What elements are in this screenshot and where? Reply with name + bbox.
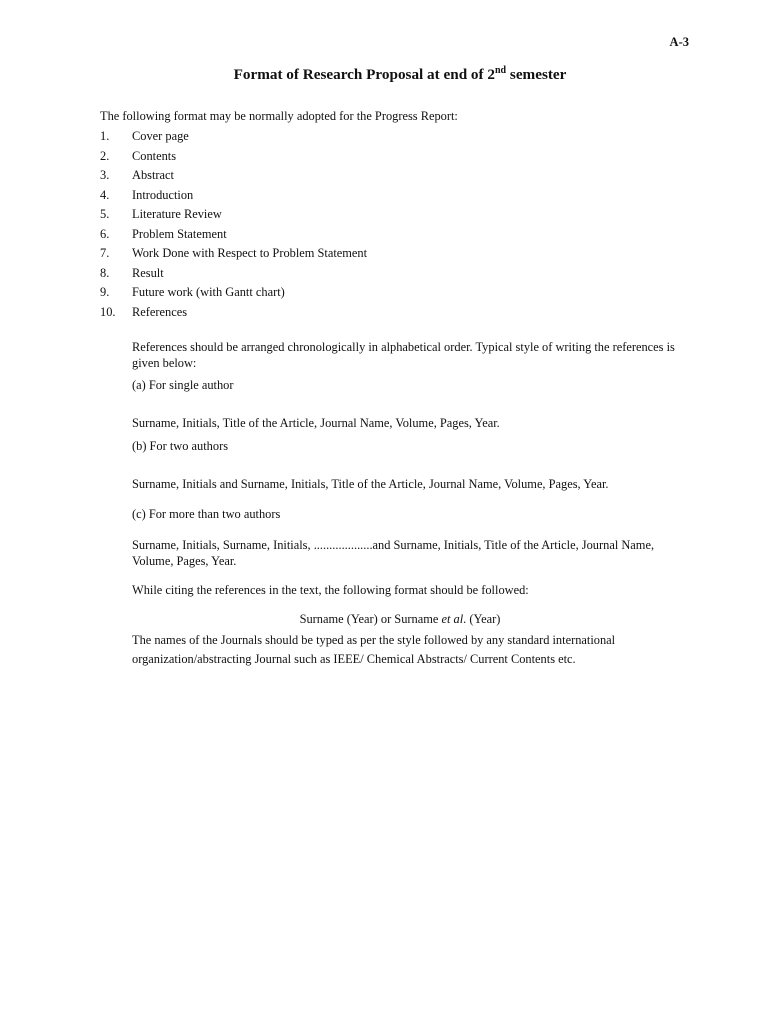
list-item-number: 7. bbox=[100, 246, 110, 260]
list-item bbox=[100, 304, 367, 324]
list-item-label: Contents bbox=[132, 148, 177, 163]
list-item bbox=[100, 167, 367, 187]
list-item-number: 10. bbox=[100, 304, 116, 319]
list-item-label: References bbox=[132, 304, 188, 319]
list-item-label: Future work (with Gantt chart) bbox=[132, 285, 285, 299]
list-item bbox=[100, 284, 367, 304]
title-text-after: semester bbox=[506, 66, 567, 83]
list-item bbox=[100, 265, 367, 285]
list-item-label: Work Done with Respect to Problem Statement bbox=[132, 246, 368, 260]
list-item-label: Literature Review bbox=[132, 207, 222, 221]
list-item bbox=[100, 206, 367, 226]
single-author-format: Surname, Initials, Title of the Article, Journal Name, Volume, Pages, Year. bbox=[132, 416, 500, 430]
list-item-label: Problem Statement bbox=[132, 226, 227, 241]
two-authors-format: Surname, Initials and Surname, Initials, Title of the Article, Journal Name, Volume, Pages, Year. bbox=[132, 477, 609, 491]
list-item-label: Introduction bbox=[132, 187, 194, 202]
report-sections-list bbox=[100, 128, 367, 323]
list-item bbox=[100, 226, 367, 246]
list-item-number: 9. bbox=[100, 285, 110, 299]
single-author-heading: (a) For single author bbox=[132, 378, 234, 392]
journal-names-line-1: The names of the Journals should be typed as per the style followed by any standard international bbox=[132, 633, 616, 647]
list-item-label: Result bbox=[132, 265, 164, 280]
more-authors-format: Surname, Initials, Surname, Initials, ...................and Surname, Initials, Title of the Article, Journal Name, Volume, Pages, Year. bbox=[132, 538, 655, 568]
citing-intro-paragraph: While citing the references in the text, the following format should be followed: bbox=[132, 583, 529, 597]
references-arrangement-paragraph: References should be arranged chronologically in alphabetical order. Typical style of writing the references is given below: bbox=[132, 340, 675, 370]
more-authors-heading: (c) For more than two authors bbox=[132, 507, 281, 521]
list-item-number: 6. bbox=[100, 226, 110, 241]
journal-names-paragraph bbox=[132, 631, 692, 669]
title-superscript: nd bbox=[494, 65, 507, 76]
list-item bbox=[100, 187, 367, 207]
citation-format-example bbox=[0, 611, 768, 627]
page-number-label: A-3 bbox=[669, 35, 689, 49]
citation-format-part1: Surname (Year) or Surname bbox=[299, 612, 442, 626]
list-item-number: 3. bbox=[100, 168, 110, 182]
list-item bbox=[100, 128, 367, 148]
list-item bbox=[100, 245, 367, 265]
list-item-number: 4. bbox=[100, 187, 110, 202]
two-authors-heading: (b) For two authors bbox=[132, 439, 229, 453]
list-item-number: 1. bbox=[100, 129, 110, 143]
intro-paragraph: The following format may be normally adopted for the Progress Report: bbox=[100, 109, 458, 123]
list-item bbox=[100, 148, 367, 168]
list-item-label: Cover page bbox=[132, 129, 189, 143]
list-item-number: 5. bbox=[100, 207, 110, 221]
journal-names-line-2: organization/abstracting Journal such as IEEE/ Chemical Abstracts/ Current Contents etc. bbox=[132, 652, 576, 666]
title-text-before: Format of Research Proposal at end of 2 bbox=[233, 66, 495, 83]
list-item-number: 8. bbox=[100, 265, 110, 280]
list-item-label: Abstract bbox=[132, 168, 174, 182]
page-title bbox=[0, 66, 768, 84]
citation-format-part2: . (Year) bbox=[463, 612, 501, 626]
citation-format-italic: et al bbox=[441, 612, 464, 626]
list-item-number: 2. bbox=[100, 148, 110, 163]
